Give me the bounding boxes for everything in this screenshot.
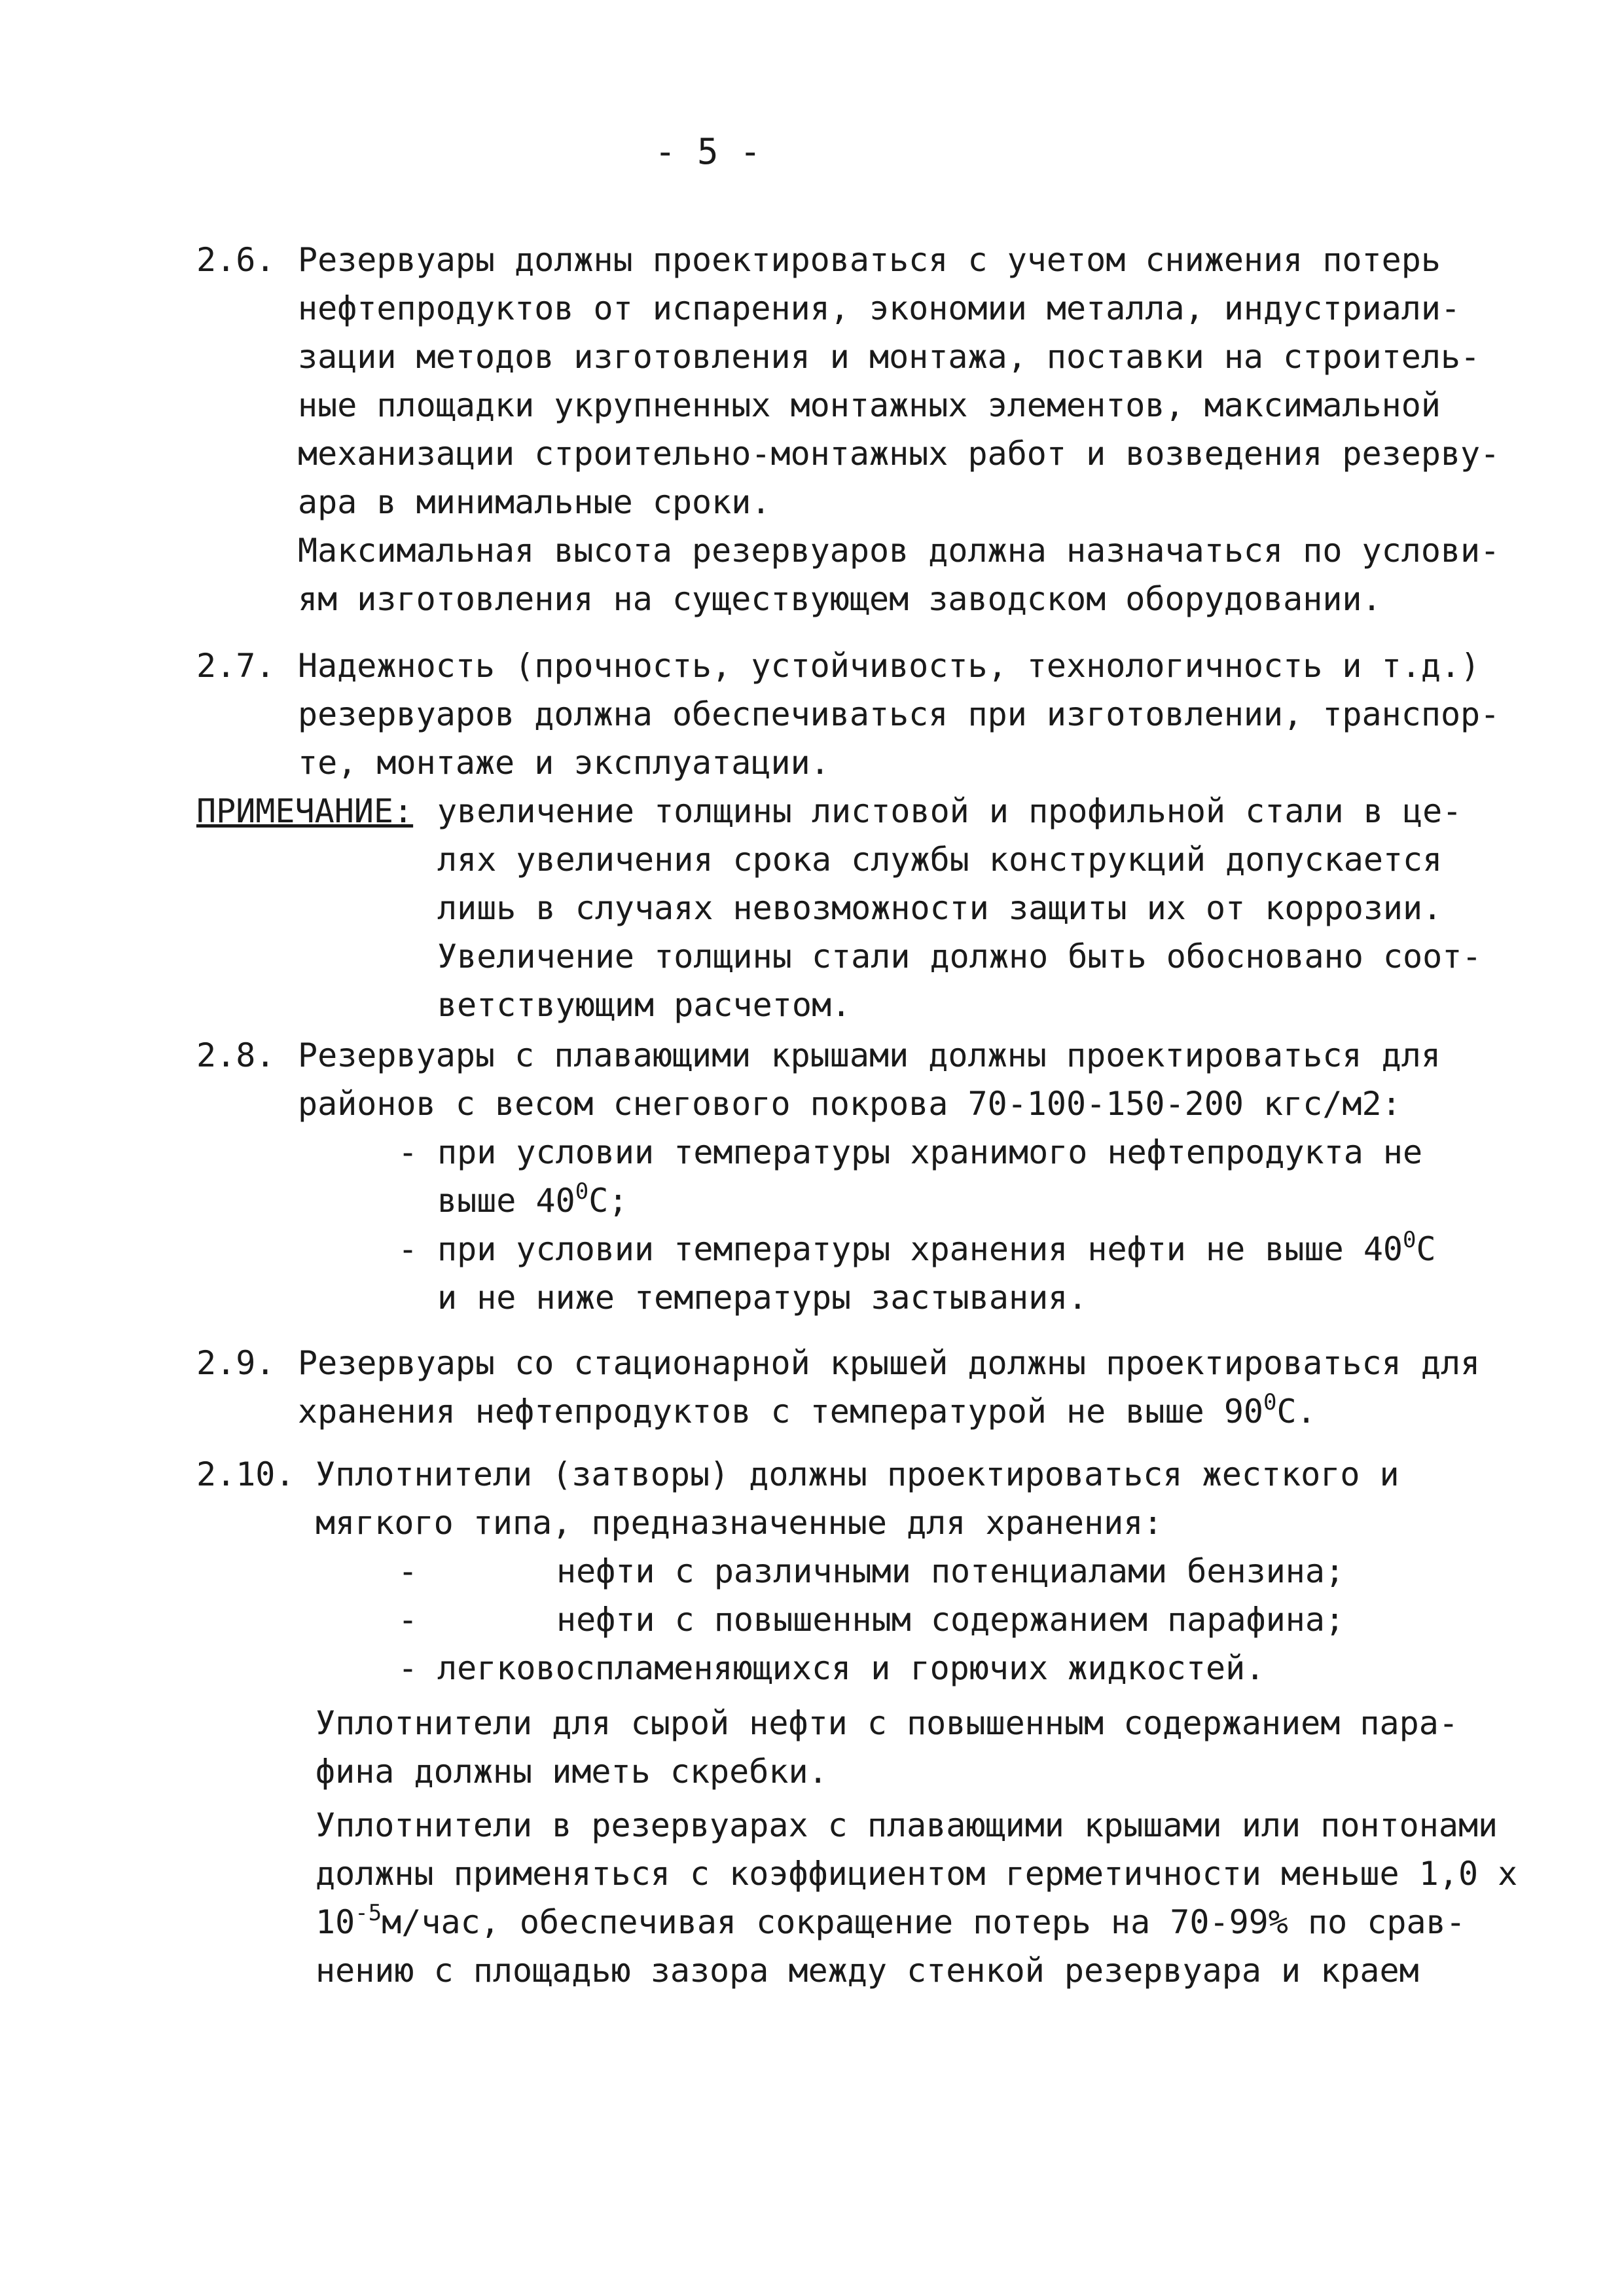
paragraph-line: Уплотнители в резервуарах с плавающими крышами или понтонами — [316, 1806, 1498, 1844]
section-2-10-line: Уплотнители (затворы) должны проектироваться жесткого и — [316, 1455, 1399, 1493]
section-2-7-number: 2.7. — [196, 647, 276, 685]
note-line: увеличение толщины листовой и профильной стали в це- — [437, 792, 1462, 830]
section-2-7-line: Надежность (прочность, устойчивость, технологичность и т.д.) — [298, 647, 1481, 685]
section-2-7-line: те, монтаже и эксплуатации. — [298, 744, 830, 782]
page-number: - 5 - — [655, 131, 761, 172]
section-2-6-line: ям изготовления на существующем заводском оборудовании. — [298, 580, 1382, 618]
section-2-9-line: хранения нефтепродуктов с температурой не выше $90^0С$. — [298, 1389, 1316, 1430]
section-2-6-line: зации методов изготовления и монтажа, поставки на строитель- — [298, 338, 1481, 376]
list-dash: - — [398, 1230, 418, 1268]
section-2-6-line: ные площадки укрупненных монтажных элементов, максимальной — [298, 386, 1441, 424]
section-2-8-line: районов с весом снегового покрова 70-100-150-200 кгс/м2: — [298, 1085, 1401, 1123]
section-2-6-number: 2.6. — [196, 241, 276, 279]
paragraph-line: фина должны иметь скребки. — [316, 1753, 828, 1791]
paragraph-line: должны применяться с коэффициентом герметичности меньше 1,0 х — [316, 1855, 1518, 1893]
paragraph-line: Уплотнители для сырой нефти с повышенным содержанием пара- — [316, 1704, 1458, 1742]
section-2-8-line: Резервуары с плавающими крышами должны проектироваться для — [298, 1036, 1441, 1074]
note-line: лях увеличения срока службы конструкций допускается — [437, 841, 1443, 879]
list-dash: - — [398, 1133, 418, 1171]
paragraph-line: $10^{-5}м$/час, обеспечивая сокращение потерь на 70-99% по срав- — [316, 1900, 1466, 1941]
section-2-8-number: 2.8. — [196, 1036, 276, 1074]
list-item-text: нефти с повышенным содержанием парафина; — [556, 1601, 1345, 1639]
note-line: Увеличение толщины стали должно быть обосновано соот- — [437, 938, 1482, 975]
paragraph-line: нению с площадью зазора между стенкой резервуара и краем — [316, 1952, 1419, 1990]
list-item-text: нефти с различными потенциалами бензина; — [556, 1552, 1345, 1590]
section-2-6-line: Резервуары должны проектироваться с учетом снижения потерь — [298, 241, 1441, 279]
list-dash: - — [398, 1649, 418, 1687]
list-item-text: при условии температуры хранимого нефтепродукта не — [437, 1133, 1423, 1171]
section-2-10-number: 2.10. — [196, 1455, 295, 1493]
section-2-6-line: ара в минимальные сроки. — [298, 483, 771, 521]
section-2-7-line: резервуаров должна обеспечиваться при изготовлении, транспор- — [298, 695, 1500, 733]
section-2-9-number: 2.9. — [196, 1344, 276, 1382]
list-item-continuation: выше $40^0С$; — [437, 1178, 628, 1220]
note-line: лишь в случаях невозможности защиты их от коррозии. — [437, 889, 1443, 927]
list-item-text: легковоспламеняющихся и горючих жидкостей. — [437, 1649, 1265, 1687]
section-2-6-line: нефтепродуктов от испарения, экономии металла, индустриали- — [298, 289, 1461, 327]
list-dash: - — [398, 1552, 418, 1590]
list-dash: - — [398, 1601, 418, 1639]
section-2-9-line: Резервуары со стационарной крышей должны проектироваться для — [298, 1344, 1481, 1382]
list-item-text: при условии температуры хранения нефти не выше $40^0С$ — [437, 1227, 1436, 1268]
note-label: ПРИМЕЧАНИЕ: — [196, 792, 414, 830]
section-2-10-line: мягкого типа, предназначенные для хранения: — [316, 1504, 1163, 1542]
section-2-6-line: Максимальная высота резервуаров должна назначаться по услови- — [298, 532, 1500, 570]
note-line: ветствующим расчетом. — [437, 986, 852, 1024]
list-item-continuation: и не ниже температуры застывания. — [437, 1279, 1088, 1317]
section-2-6-line: механизации строительно-монтажных работ и возведения резерву- — [298, 435, 1500, 473]
